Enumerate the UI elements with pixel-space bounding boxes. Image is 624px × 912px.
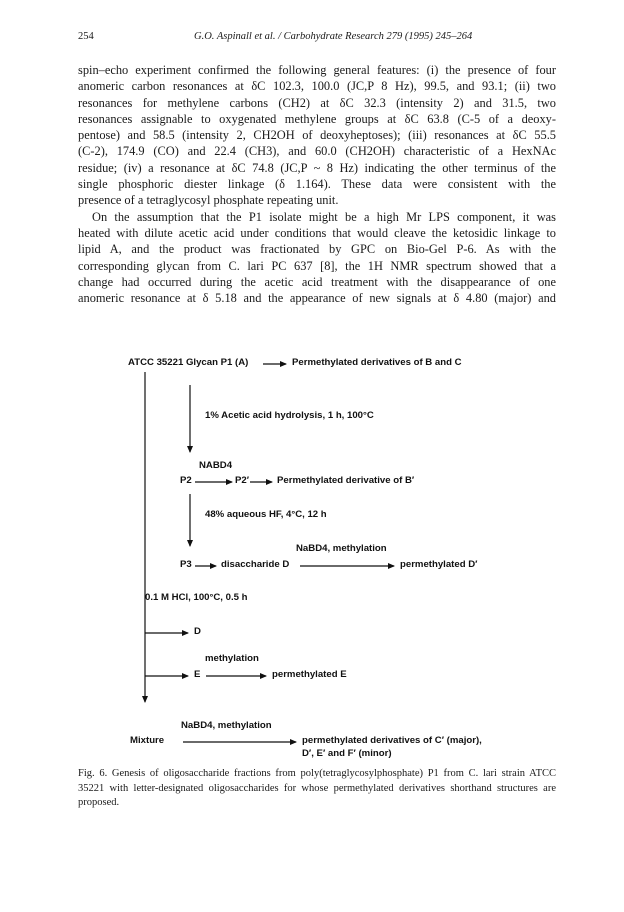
text-line: resonances for methylene carbons (CH2) at δC 32.3 (intensity 2) and 31.5, two: [78, 95, 556, 110]
text-line: presence of a tetraglycosyl phosphate repeating unit.: [78, 193, 339, 208]
mixture-label: Mixture: [130, 735, 165, 746]
text-line: pentose) and 58.5 (intensity 2, CH2OH of deoxyheptoses); (iii) resonances at δC 55.5: [78, 128, 556, 143]
text-line: spin–echo experiment confirmed the following general features: (i) the presence of four: [78, 63, 556, 77]
step1-conditions: 1% Acetic acid hydrolysis, 1 h, 100°C: [205, 410, 374, 421]
paragraph-2: [78, 209, 556, 307]
figure-caption: [78, 767, 556, 811]
paragraph-1: [78, 62, 556, 209]
p3-reagent: NaBD4, methylation: [296, 543, 387, 554]
running-head: G.O. Aspinall et al. / Carbohydrate Research 279 (1995) 245–264: [194, 31, 473, 42]
p3-disaccharide: disaccharide D: [221, 559, 290, 570]
mixture-reagent: NaBD4, methylation: [181, 720, 272, 731]
page-number: 254: [78, 31, 94, 42]
e-product: permethylated E: [272, 669, 347, 680]
text-line: corresponding glycan from C. lari PC 637 [8], the 1H NMR spectrum showed that a: [78, 258, 556, 273]
text-line: (C-2), 174.9 (CO) and 22.4 (CH3), and 60.0 (CH2OH) characteristic of a HexNAc: [78, 144, 556, 159]
body-text: [78, 62, 556, 306]
p2-reagent: NABD4: [199, 460, 233, 471]
caption-line: proposed.: [78, 797, 120, 808]
text-line: change had occurred during the acetic acid treatment with the disappearance of one: [78, 274, 556, 289]
p3-label: P3: [180, 559, 192, 570]
text-line: heated with dilute acetic acid under conditions that would cleave the ketosidic linkage to: [78, 225, 556, 240]
p3-product: permethylated D′: [400, 559, 478, 570]
mixture-product-1: permethylated derivatives of C′ (major),: [302, 735, 482, 746]
text-line: resonances assignable to oxygenated methylene groups at δC 63.8 (C-5 of a deoxy-: [78, 111, 556, 126]
caption-line: 35221 with letter-designated oligosaccharides for whose permethylated derivatives shorthand structures are: [78, 782, 556, 794]
text-line: lipid A, and the product was fractionated by GPC on Bio-Gel P-6. As with the: [78, 242, 556, 257]
figure-6: [0, 350, 624, 770]
step2-conditions: 48% aqueous HF, 4°C, 12 h: [205, 509, 327, 520]
text-line: residue; (iv) a resonance at δC 74.8 (JC,P ~ 8 Hz) indicating the other terminus of the: [78, 160, 556, 175]
p2-product: Permethylated derivative of B′: [277, 475, 415, 486]
text-line: anomeric resonance at δ 5.18 and the appearance of new signals at δ 4.80 (major) and: [78, 291, 556, 306]
start-product: Permethylated derivatives of B and C: [292, 357, 462, 368]
e-label: E: [194, 669, 201, 680]
step3-conditions: 0.1 M HCl, 100°C, 0.5 h: [145, 592, 248, 603]
text-line: On the assumption that the P1 isolate might be a high Mr LPS component, it was: [92, 209, 556, 224]
text-line: single phosphoric diester linkage (δ 1.164). These data were consistent with the: [78, 177, 556, 192]
d-label: D: [194, 626, 201, 637]
p2-prime-label: P2′: [235, 475, 250, 486]
e-reagent: methylation: [205, 653, 259, 664]
start-material: ATCC 35221 Glycan P1 (A): [128, 357, 249, 368]
caption-line: Fig. 6. Genesis of oligosaccharide fractions from poly(tetraglycosylphosphate) P1 from C. lari strain ATCC: [78, 768, 556, 779]
mixture-product-2: D′, E′ and F′ (minor): [302, 748, 392, 759]
text-line: anomeric carbon resonances at δC 102.3, 100.0 (JC,P 8 Hz), 99.5, and 93.1; (ii) two: [78, 79, 556, 94]
p2-label: P2: [180, 475, 192, 486]
